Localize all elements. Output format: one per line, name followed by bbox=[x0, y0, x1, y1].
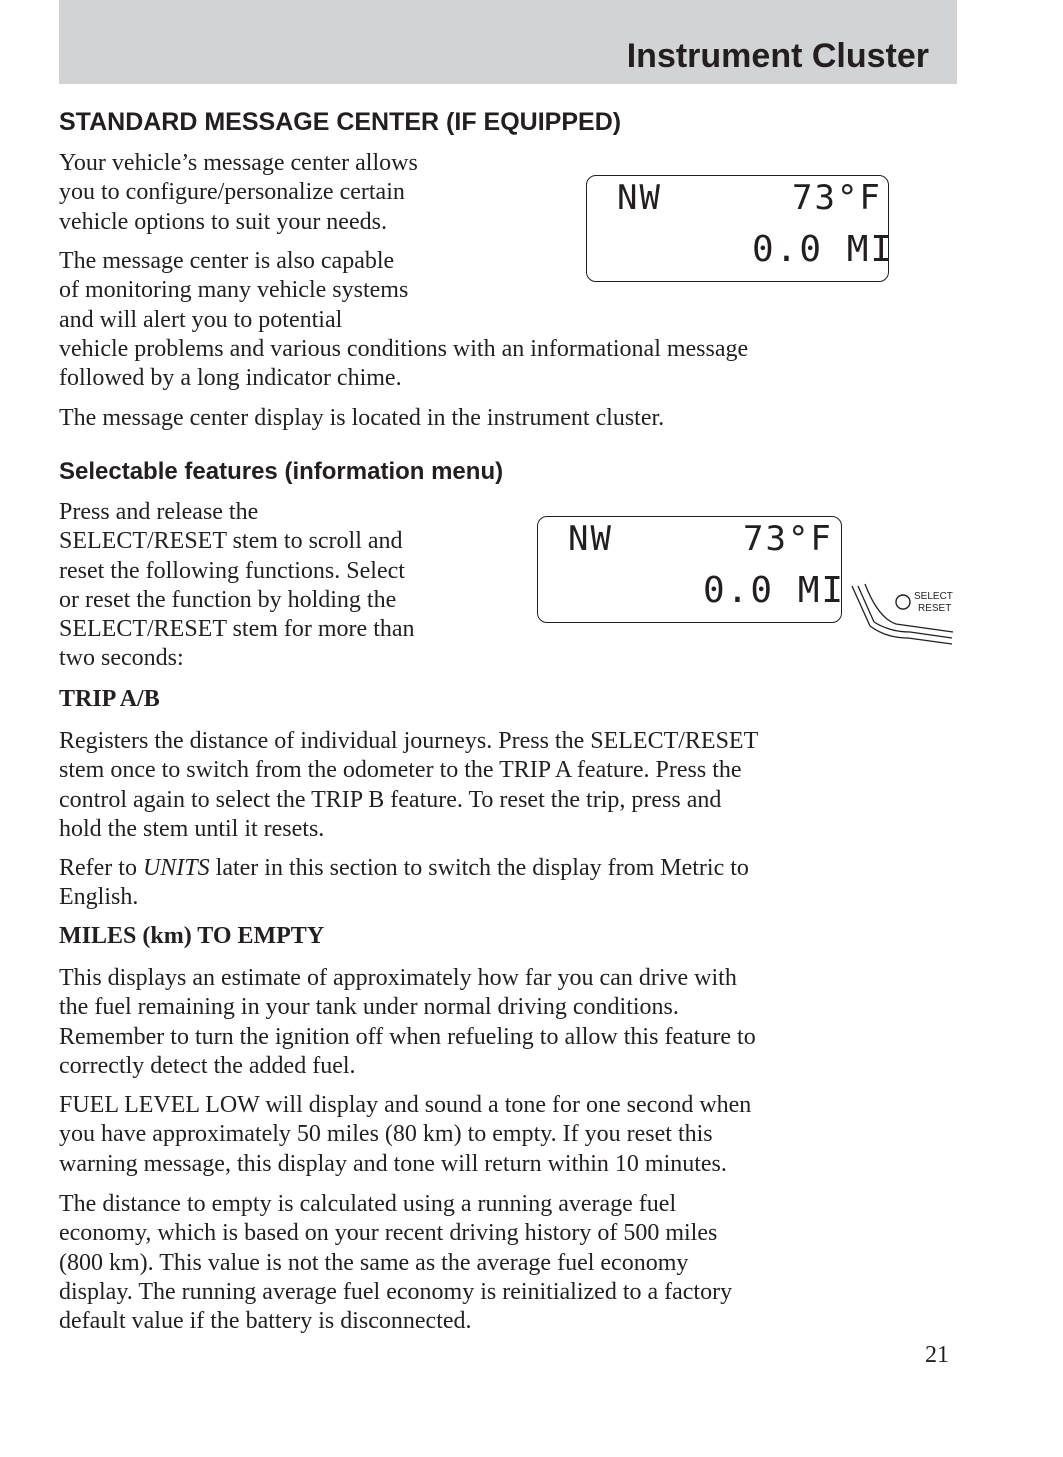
running-average-paragraph bbox=[59, 1190, 732, 1336]
trip-paragraph bbox=[59, 727, 758, 844]
page-header bbox=[59, 0, 957, 84]
units-reference: UNITS bbox=[142, 855, 210, 881]
text-line: Press and release the bbox=[59, 499, 259, 525]
text-line: The message center is also capable bbox=[59, 248, 395, 274]
text-line: hold the stem until it resets. bbox=[59, 815, 325, 842]
text-line: Your vehicle’s message center allows bbox=[59, 150, 418, 176]
text-line: of monitoring many vehicle systems bbox=[59, 277, 409, 304]
text-line: This displays an estimate of approximately how far you can drive with bbox=[59, 965, 737, 991]
text-line: warning message, this display and tone will return within 10 minutes. bbox=[59, 1150, 727, 1177]
stem-label-select: SELECT bbox=[914, 591, 953, 602]
text-line: economy, which is based on your recent driving history of 500 miles bbox=[59, 1220, 718, 1247]
text-line: FUEL LEVEL LOW will display and sound a tone for one second when bbox=[59, 1092, 752, 1118]
miles-to-empty-paragraph bbox=[59, 964, 756, 1081]
select-reset-button-icon bbox=[896, 595, 910, 609]
text-line: SELECT/RESET stem for more than bbox=[59, 616, 415, 643]
compass-readout: NW bbox=[568, 519, 613, 559]
text-line: stem once to switch from the odometer to the TRIP A feature. Press the bbox=[59, 757, 742, 784]
text-line: Remember to turn the ignition off when refueling to allow this feature to bbox=[59, 1023, 756, 1050]
units-rest: later in this section to switch the display from Metric to bbox=[209, 855, 749, 881]
select-reset-paragraph bbox=[59, 498, 415, 674]
text-line: the fuel remaining in your tank under normal driving conditions. bbox=[59, 994, 679, 1021]
text-line: vehicle options to suit your needs. bbox=[59, 208, 387, 235]
units-paragraph bbox=[59, 854, 749, 913]
location-paragraph: The message center display is located in the instrument cluster. bbox=[59, 405, 665, 431]
message-center-display bbox=[586, 175, 895, 282]
message-center-display-with-stem bbox=[537, 516, 846, 623]
text-line: you to configure/personalize certain bbox=[59, 179, 405, 206]
fuel-level-low-paragraph bbox=[59, 1091, 751, 1179]
text-line: two seconds: bbox=[59, 645, 184, 672]
units-prefix: Refer to bbox=[59, 855, 143, 881]
text-line: SELECT/RESET stem to scroll and bbox=[59, 528, 403, 555]
text-line: followed by a long indicator chime. bbox=[59, 365, 402, 392]
text-line: vehicle problems and various conditions with an informational message bbox=[59, 335, 749, 362]
text-line: English. bbox=[59, 884, 139, 911]
text-line: or reset the function by holding the bbox=[59, 586, 397, 613]
text-line: and will alert you to potential bbox=[59, 306, 343, 333]
temperature-readout: 73°F bbox=[792, 178, 882, 218]
text-line: reset the following functions. Select bbox=[59, 557, 405, 584]
temperature-readout: 73°F bbox=[743, 519, 833, 559]
text-line: (800 km). This value is not the same as the average fuel economy bbox=[59, 1249, 689, 1276]
intro-paragraph bbox=[59, 149, 418, 237]
select-reset-stem-illustration bbox=[848, 580, 956, 646]
text-line: you have approximately 50 miles (80 km) to empty. If you reset this bbox=[59, 1121, 713, 1148]
page-title: Instrument Cluster bbox=[626, 37, 929, 75]
text-line: The distance to empty is calculated using a running average fuel bbox=[59, 1191, 677, 1217]
text-line: default value if the battery is disconnected. bbox=[59, 1308, 472, 1335]
text-line: display. The running average fuel economy is reinitialized to a factory bbox=[59, 1278, 733, 1305]
trip-heading: TRIP A/B bbox=[59, 686, 160, 712]
stem-label-reset: RESET bbox=[918, 603, 952, 614]
compass-readout: NW bbox=[617, 178, 662, 218]
section-heading: STANDARD MESSAGE CENTER (IF EQUIPPED) bbox=[59, 108, 622, 136]
text-line: control again to select the TRIP B feature. To reset the trip, press and bbox=[59, 786, 722, 813]
text-line: correctly detect the added fuel. bbox=[59, 1052, 356, 1079]
page-number: 21 bbox=[925, 1342, 949, 1368]
subsection-heading: Selectable features (information menu) bbox=[59, 458, 504, 485]
distance-readout: 0.0 MI bbox=[752, 229, 895, 270]
text-line: Registers the distance of individual journeys. Press the SELECT/RESET bbox=[59, 728, 759, 754]
miles-to-empty-heading: MILES (km) TO EMPTY bbox=[59, 923, 325, 949]
distance-readout: 0.0 MI bbox=[703, 570, 846, 611]
text-line bbox=[59, 854, 749, 883]
